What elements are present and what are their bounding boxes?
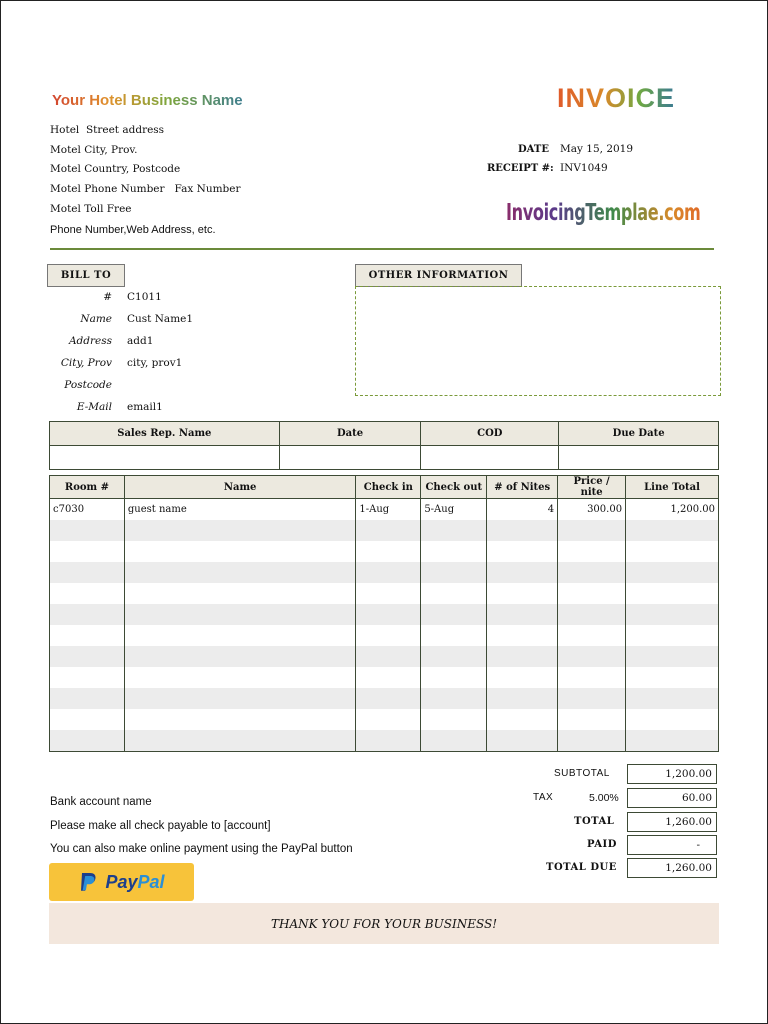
empty-cell[interactable]: [421, 625, 487, 646]
empty-cell[interactable]: [487, 667, 558, 688]
empty-cell[interactable]: [124, 730, 355, 752]
table-row: [50, 541, 719, 562]
bill-label: City, Prov: [60, 357, 112, 369]
empty-cell[interactable]: [626, 625, 719, 646]
empty-cell[interactable]: [50, 562, 125, 583]
empty-cell[interactable]: [124, 562, 355, 583]
bill-label: E-Mail: [76, 401, 112, 413]
empty-cell[interactable]: [626, 604, 719, 625]
bill-to-row: [50, 357, 350, 379]
bill-to-row: [50, 291, 350, 313]
empty-cell[interactable]: [626, 646, 719, 667]
bill-value: Cust Name1: [127, 313, 194, 325]
empty-cell[interactable]: [626, 709, 719, 730]
bill-label: Address: [68, 335, 112, 347]
room-cell[interactable]: c7030: [50, 499, 125, 521]
check-out-cell[interactable]: 5-Aug: [421, 499, 487, 521]
empty-cell[interactable]: [558, 709, 626, 730]
bank-account-note: Bank account name: [50, 796, 152, 808]
table-row: [50, 709, 719, 730]
address-line: Motel City, Prov.: [50, 144, 138, 156]
empty-cell[interactable]: [124, 709, 355, 730]
table-row: [50, 562, 719, 583]
empty-cell[interactable]: [487, 646, 558, 667]
total-value: 1,260.00: [627, 812, 717, 832]
info-table-row: [50, 446, 719, 470]
address-line: Phone Number,Web Address, etc.: [50, 224, 216, 236]
header-divider: [50, 248, 714, 250]
table-row: [50, 625, 719, 646]
bill-value: C1011: [127, 291, 162, 303]
empty-cell[interactable]: [487, 562, 558, 583]
empty-cell[interactable]: [558, 604, 626, 625]
table-row: [50, 499, 719, 521]
header-sales-rep: Sales Rep. Name: [50, 422, 280, 446]
receipt-value: INV1049: [560, 162, 608, 174]
nites-cell[interactable]: 4: [487, 499, 558, 521]
empty-cell[interactable]: [421, 583, 487, 604]
empty-cell[interactable]: [124, 520, 355, 541]
empty-cell[interactable]: [50, 625, 125, 646]
bill-value: email1: [127, 401, 163, 413]
line-total-cell[interactable]: 1,200.00: [626, 499, 719, 521]
empty-cell[interactable]: [356, 604, 421, 625]
empty-cell[interactable]: [356, 562, 421, 583]
empty-cell[interactable]: [50, 604, 125, 625]
empty-cell[interactable]: [356, 520, 421, 541]
date-cell[interactable]: [279, 446, 421, 470]
empty-cell[interactable]: [421, 520, 487, 541]
empty-cell[interactable]: [626, 667, 719, 688]
empty-cell[interactable]: [50, 583, 125, 604]
empty-cell[interactable]: [626, 520, 719, 541]
tax-rate: 5.00%: [589, 792, 619, 804]
bill-to-row: [50, 379, 350, 401]
check-payable-note: Please make all check payable to [account]: [50, 820, 271, 832]
bill-label: Postcode: [64, 379, 112, 391]
empty-cell[interactable]: [487, 709, 558, 730]
info-table-header: [50, 422, 719, 446]
empty-cell[interactable]: [487, 688, 558, 709]
price-cell[interactable]: 300.00: [558, 499, 626, 521]
address-line: Motel Country, Postcode: [50, 163, 181, 175]
empty-cell[interactable]: [421, 709, 487, 730]
table-row: [50, 520, 719, 541]
header-room: Room #: [50, 476, 125, 499]
empty-cell[interactable]: [626, 583, 719, 604]
empty-cell[interactable]: [558, 730, 626, 752]
empty-cell[interactable]: [124, 667, 355, 688]
bill-value: city, prov1: [127, 357, 183, 369]
paid-value[interactable]: -: [627, 835, 717, 855]
paypal-text-pal: Pal: [137, 871, 165, 892]
header-nites: # of Nites: [487, 476, 558, 499]
table-row: [50, 730, 719, 752]
empty-cell[interactable]: [124, 688, 355, 709]
business-name: Your Hotel Business Name: [52, 92, 243, 109]
bill-value: add1: [127, 335, 154, 347]
empty-cell[interactable]: [356, 709, 421, 730]
items-table-header: [50, 476, 719, 499]
empty-cell[interactable]: [558, 583, 626, 604]
empty-cell[interactable]: [50, 520, 125, 541]
sales-rep-cell[interactable]: [50, 446, 280, 470]
table-row: [50, 604, 719, 625]
empty-cell[interactable]: [421, 562, 487, 583]
other-info-box[interactable]: [355, 286, 721, 396]
info-table: [49, 421, 719, 470]
empty-cell[interactable]: [626, 688, 719, 709]
receipt-label: RECEIPT #:: [487, 163, 554, 174]
empty-cell[interactable]: [487, 520, 558, 541]
empty-cell[interactable]: [124, 625, 355, 646]
empty-cell[interactable]: [421, 646, 487, 667]
table-row: [50, 667, 719, 688]
empty-cell[interactable]: [487, 541, 558, 562]
tax-label: TAX: [533, 792, 554, 803]
cod-cell[interactable]: [421, 446, 559, 470]
total-due-value: 1,260.00: [627, 858, 717, 878]
empty-cell[interactable]: [558, 667, 626, 688]
header-check-out: Check out: [421, 476, 487, 499]
bill-to-row: [50, 313, 350, 335]
header-line-total: Line Total: [626, 476, 719, 499]
thank-you-banner: THANK YOU FOR YOUR BUSINESS!: [49, 903, 719, 944]
guest-name-cell[interactable]: guest name: [124, 499, 355, 521]
date-value: May 15, 2019: [560, 143, 634, 155]
empty-cell[interactable]: [626, 730, 719, 752]
table-row: [50, 688, 719, 709]
items-table: [49, 475, 719, 752]
empty-cell[interactable]: [356, 730, 421, 752]
header-name: Name: [124, 476, 355, 499]
tax-value: 60.00: [627, 788, 717, 808]
empty-cell[interactable]: [558, 625, 626, 646]
empty-cell[interactable]: [50, 646, 125, 667]
empty-cell[interactable]: [356, 667, 421, 688]
bill-label: Name: [80, 313, 112, 325]
empty-cell[interactable]: [124, 583, 355, 604]
empty-cell[interactable]: [421, 604, 487, 625]
date-label: DATE: [518, 144, 549, 155]
empty-cell[interactable]: [50, 541, 125, 562]
address-line: Hotel Street address: [50, 124, 165, 136]
header-date: Date: [279, 422, 421, 446]
empty-cell[interactable]: [558, 520, 626, 541]
bill-to-header: BILL TO: [47, 264, 125, 287]
header-due-date: Due Date: [559, 422, 719, 446]
empty-cell[interactable]: [50, 688, 125, 709]
empty-cell[interactable]: [558, 541, 626, 562]
empty-cell[interactable]: [356, 688, 421, 709]
empty-cell[interactable]: [124, 646, 355, 667]
empty-cell[interactable]: [487, 730, 558, 752]
empty-cell[interactable]: [50, 730, 125, 752]
subtotal-value: 1,200.00: [627, 764, 717, 784]
bill-label: #: [103, 291, 112, 303]
paypal-icon: [78, 871, 98, 893]
empty-cell[interactable]: [124, 604, 355, 625]
empty-cell[interactable]: [487, 583, 558, 604]
total-due-label: TOTAL DUE: [546, 862, 617, 873]
check-in-cell[interactable]: 1-Aug: [356, 499, 421, 521]
subtotal-label: SUBTOTAL: [554, 768, 610, 779]
empty-cell[interactable]: [626, 541, 719, 562]
other-info-header: OTHER INFORMATION: [355, 264, 522, 287]
address-line: Motel Phone Number Fax Number: [50, 183, 241, 195]
header-price: Price / nite: [558, 476, 626, 499]
empty-cell[interactable]: [626, 562, 719, 583]
table-row: [50, 583, 719, 604]
empty-cell[interactable]: [50, 667, 125, 688]
bill-to-row: [50, 335, 350, 357]
due-date-cell[interactable]: [559, 446, 719, 470]
empty-cell[interactable]: [421, 730, 487, 752]
empty-cell[interactable]: [487, 625, 558, 646]
paid-label: PAID: [587, 839, 617, 850]
total-label: TOTAL: [574, 816, 615, 827]
address-line: Motel Toll Free: [50, 203, 132, 215]
empty-cell[interactable]: [356, 583, 421, 604]
paypal-text-pay: Pay: [105, 871, 138, 892]
header-check-in: Check in: [356, 476, 421, 499]
empty-cell[interactable]: [356, 541, 421, 562]
empty-cell[interactable]: [421, 688, 487, 709]
empty-cell[interactable]: [558, 646, 626, 667]
empty-cell[interactable]: [124, 541, 355, 562]
empty-cell[interactable]: [558, 688, 626, 709]
table-row: [50, 646, 719, 667]
empty-cell[interactable]: [50, 709, 125, 730]
header-cod: COD: [421, 422, 559, 446]
empty-cell[interactable]: [421, 541, 487, 562]
empty-cell[interactable]: [558, 562, 626, 583]
empty-cell[interactable]: [356, 625, 421, 646]
invoice-title: INVOICE: [557, 83, 676, 113]
empty-cell[interactable]: [487, 604, 558, 625]
website-logo: InvoicingTemplae.com: [506, 200, 701, 226]
empty-cell[interactable]: [356, 646, 421, 667]
empty-cell[interactable]: [421, 667, 487, 688]
bill-to-row: [50, 401, 350, 423]
online-payment-note: You can also make online payment using the PayPal button: [50, 843, 353, 855]
paypal-button[interactable]: [49, 863, 194, 901]
